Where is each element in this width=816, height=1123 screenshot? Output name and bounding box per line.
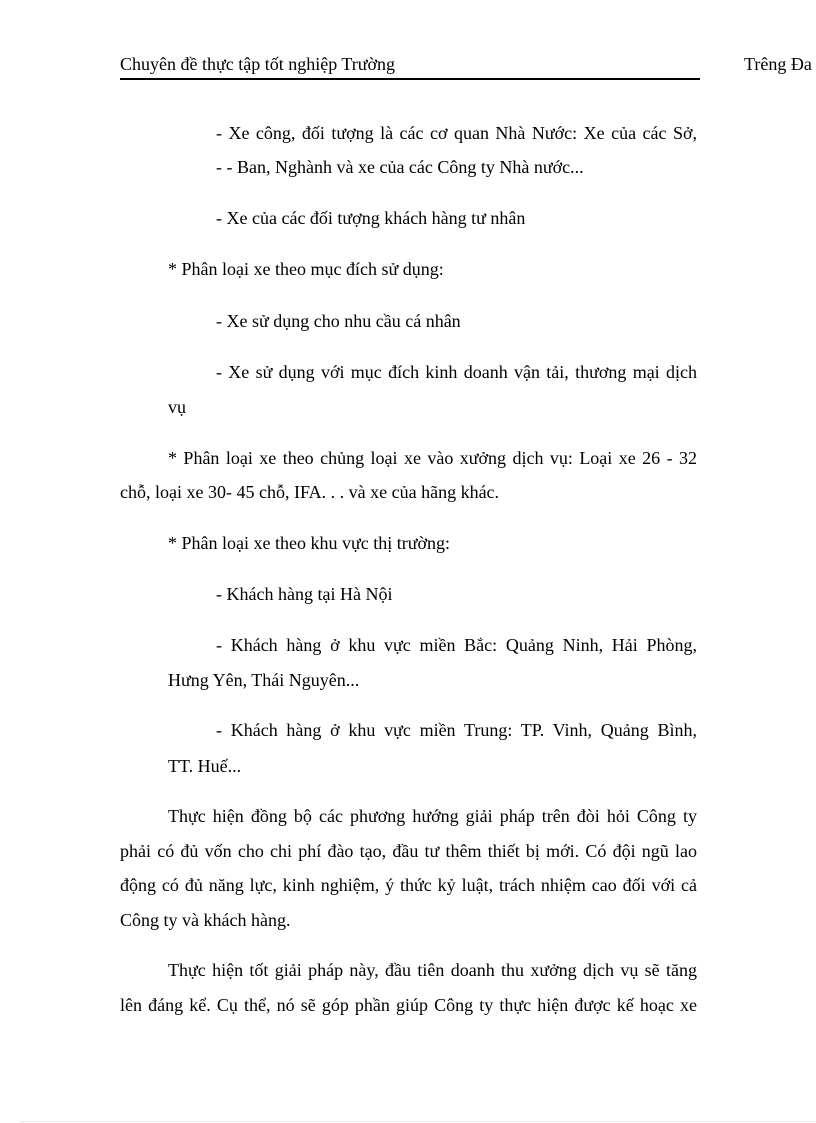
page-bottom-divider <box>20 1121 816 1122</box>
body-line: - Xe của các đối tượng khách hàng tư nhân <box>216 208 526 228</box>
body-line: - Xe sử dụng với mục đích kinh doanh vận tải, thương mại dịch <box>216 362 697 382</box>
body-line: Hưng Yên, Thái Nguyên... <box>168 670 360 690</box>
body-line: lên đáng kể. Cụ thể, nó sẽ góp phần giúp Công ty thực hiện được kế hoạc xe <box>120 995 697 1015</box>
body-line: TT. Huế... <box>168 756 242 776</box>
page-header <box>120 52 700 80</box>
body-line: - Khách hàng tại Hà Nội <box>216 584 393 604</box>
body-line: - Khách hàng ở khu vực miền Bắc: Quảng Ninh, Hải Phòng, <box>216 635 697 655</box>
body-line: Công ty và khách hàng. <box>120 910 291 930</box>
body-line: * Phân loại xe theo chủng loại xe vào xưởng dịch vụ: Loại xe 26 - 32 <box>168 448 697 468</box>
body-line: - Xe sử dụng cho nhu cầu cá nhân <box>216 311 461 331</box>
body-line: - - Ban, Nghành và xe của các Công ty Nhà nước... <box>216 157 584 177</box>
header-title: Chuyên đề thực tập tốt nghiệp Trường <box>120 54 396 74</box>
body-line: vụ <box>168 397 186 417</box>
body-line: * Phân loại xe theo mục đích sử dụng: <box>168 259 444 279</box>
body-line: - Khách hàng ở khu vực miền Trung: TP. Vinh, Quảng Bình, <box>216 720 697 740</box>
body-line: phải có đủ vốn cho chi phí đào tạo, đầu tư thêm thiết bị mới. Có đội ngũ lao <box>120 841 697 861</box>
body-line: Thực hiện tốt giải pháp này, đầu tiên doanh thu xưởng dịch vụ sẽ tăng <box>168 960 697 980</box>
body-line: Thực hiện đồng bộ các phương hướng giải pháp trên đòi hỏi Công ty <box>168 806 697 826</box>
body-line: động có đủ năng lực, kinh nghiệm, ý thức kỷ luật, trách nhiệm cao đối với cả <box>120 875 697 895</box>
body-line: chỗ, loại xe 30- 45 chỗ, IFA. . . và xe của hãng khác. <box>120 482 500 502</box>
body-line: - Xe công, đối tượng là các cơ quan Nhà Nước: Xe của các Sở, <box>216 123 697 143</box>
body-line: * Phân loại xe theo khu vực thị trường: <box>168 533 450 553</box>
header-right-text: Trêng Đa <box>744 54 812 74</box>
